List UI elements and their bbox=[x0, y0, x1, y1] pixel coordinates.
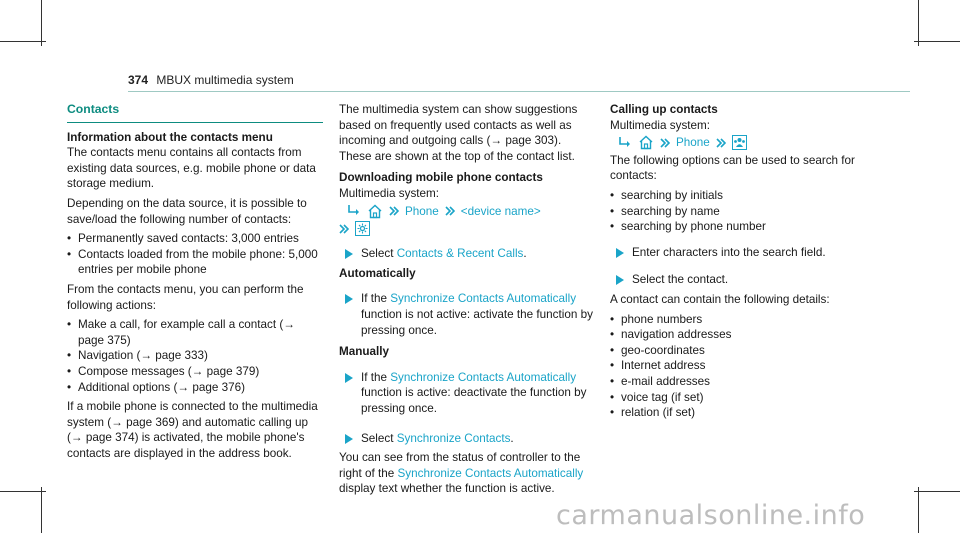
list-item: • Internet address bbox=[610, 358, 870, 374]
home-icon bbox=[638, 135, 654, 150]
page-header bbox=[128, 73, 294, 87]
settings-gear-icon[interactable] bbox=[355, 221, 370, 236]
list-item: • e-mail addresses bbox=[610, 374, 870, 390]
calling-heading: Calling up contacts bbox=[610, 103, 718, 116]
watermark: carmanualsonline.info bbox=[556, 500, 866, 531]
list-item: • phone numbers bbox=[610, 312, 870, 328]
paragraph: Depending on the data source, it is possible to save/load the following number of contacts: bbox=[67, 196, 307, 226]
contacts-icon[interactable] bbox=[732, 135, 747, 150]
sync-auto-link[interactable]: Synchronize Contacts Automatically bbox=[390, 370, 577, 384]
list-item: • relation (if set) bbox=[610, 405, 870, 421]
paragraph: The multimedia system can show suggestions based on frequently used contacts as well as incoming and outgoing calls (→ page 303). These are shown at the top of the contact list. bbox=[339, 103, 578, 163]
crop-mark bbox=[0, 491, 46, 492]
manually-heading: Manually bbox=[339, 345, 390, 359]
step-text: . bbox=[523, 247, 527, 261]
paragraph: From the contacts menu, you can perform the following actions: bbox=[67, 282, 304, 312]
paragraph-text: You can see from the status of controller to the right of the bbox=[339, 451, 581, 480]
list-item[interactable]: • Navigation (→ page 333) bbox=[67, 348, 323, 364]
paragraph bbox=[339, 450, 594, 497]
crop-mark bbox=[41, 487, 42, 533]
step-arrow-icon bbox=[616, 275, 624, 285]
entries-list bbox=[67, 231, 323, 278]
path-phone[interactable]: Phone bbox=[676, 136, 710, 150]
path-device-name[interactable]: <device name> bbox=[460, 204, 541, 218]
sync-contacts-link[interactable]: Synchronize Contacts bbox=[396, 431, 511, 445]
menu-path bbox=[610, 135, 870, 151]
step-arrow-icon bbox=[345, 249, 353, 259]
paragraph-text: display text whether the function is active. bbox=[339, 482, 555, 496]
column-1 bbox=[67, 102, 323, 465]
step-text: Select the contact. bbox=[632, 273, 729, 287]
list-item: • geo-coordinates bbox=[610, 343, 870, 359]
column-2 bbox=[339, 102, 594, 501]
step-deactivate bbox=[339, 370, 594, 417]
crop-mark bbox=[914, 491, 960, 492]
step-text: . bbox=[510, 431, 514, 445]
step-text: Select bbox=[361, 247, 397, 261]
step-activate bbox=[339, 291, 594, 338]
step-text: Enter characters into the search field. bbox=[632, 245, 826, 259]
list-item: • navigation addresses bbox=[610, 327, 870, 343]
list-item: • Permanently saved contacts: 3,000 entries bbox=[67, 231, 323, 247]
contacts-recent-calls-link[interactable]: Contacts & Recent Calls bbox=[396, 247, 524, 261]
list-item[interactable]: • Additional options (→ page 376) bbox=[67, 380, 323, 396]
list-item[interactable]: • Compose messages (→ page 379) bbox=[67, 364, 323, 380]
double-chevron-icon bbox=[716, 138, 726, 148]
list-item: • Contacts loaded from the mobile phone: 5,000 entries per mobile phone bbox=[67, 247, 323, 278]
actions-list bbox=[67, 317, 323, 395]
double-chevron-icon bbox=[389, 206, 399, 216]
paragraph: A contact can contain the following details: bbox=[610, 292, 830, 306]
menu-path bbox=[339, 204, 594, 220]
crop-mark bbox=[918, 0, 919, 46]
path-phone[interactable]: Phone bbox=[405, 204, 439, 218]
step-arrow-icon bbox=[345, 373, 353, 383]
step-arrow-icon bbox=[345, 294, 353, 304]
double-chevron-icon bbox=[660, 138, 670, 148]
double-chevron-icon bbox=[445, 206, 455, 216]
paragraph: If a mobile phone is connected to the multimedia system (→ page 369) and automatic calling up (→ page 374) is activated, the mobile phone's contacts are displayed in the address book. bbox=[67, 400, 318, 460]
section-title: Contacts bbox=[67, 102, 323, 123]
page-number: 374 bbox=[128, 73, 149, 87]
step-select-sync bbox=[339, 431, 594, 447]
step-text: Select bbox=[361, 431, 397, 445]
step-text: function is not active: activate the function by pressing once. bbox=[361, 307, 593, 337]
step-enter-characters bbox=[610, 245, 870, 261]
list-item: • voice tag (if set) bbox=[610, 390, 870, 406]
step-text: If the bbox=[361, 292, 391, 306]
automatically-heading: Automatically bbox=[339, 266, 416, 280]
step-select-contact bbox=[610, 272, 870, 288]
info-heading: Information about the contacts menu bbox=[67, 130, 273, 144]
sync-auto-link[interactable]: Synchronize Contacts Automatically bbox=[397, 466, 584, 480]
list-item: • searching by name bbox=[610, 204, 870, 220]
header-rule bbox=[128, 91, 910, 92]
double-chevron-icon bbox=[339, 224, 349, 234]
menu-path-continued bbox=[339, 221, 594, 236]
step-select-contacts bbox=[339, 246, 594, 262]
search-options-list bbox=[610, 188, 870, 235]
crop-mark bbox=[914, 41, 960, 42]
step-arrow-icon bbox=[345, 434, 353, 444]
contact-details-list bbox=[610, 312, 870, 421]
crop-mark bbox=[0, 41, 46, 42]
list-item[interactable]: • Make a call, for example call a contact (→ page 375) bbox=[67, 317, 323, 348]
paragraph: The following options can be used to search for contacts: bbox=[610, 153, 855, 183]
paragraph: The contacts menu contains all contacts from existing data sources, e.g. mobile phone or data storage medium. bbox=[67, 146, 316, 191]
path-start-arrow-icon bbox=[618, 136, 632, 150]
crop-mark bbox=[41, 0, 42, 46]
download-heading: Downloading mobile phone contacts bbox=[339, 171, 543, 185]
step-text: If the bbox=[361, 370, 391, 384]
list-item: • searching by initials bbox=[610, 188, 870, 204]
list-item: • searching by phone number bbox=[610, 219, 870, 235]
running-title: MBUX multimedia system bbox=[156, 73, 294, 87]
step-arrow-icon bbox=[616, 248, 624, 258]
column-3 bbox=[610, 102, 870, 425]
step-text: function is active: deactivate the function by pressing once. bbox=[361, 386, 587, 415]
system-label: Multimedia system: bbox=[339, 186, 440, 200]
sync-auto-link[interactable]: Synchronize Contacts Automatically bbox=[390, 292, 577, 306]
home-icon bbox=[367, 204, 383, 219]
crop-mark bbox=[918, 487, 919, 533]
system-label: Multimedia system: bbox=[610, 118, 711, 132]
path-start-arrow-icon bbox=[347, 204, 361, 218]
